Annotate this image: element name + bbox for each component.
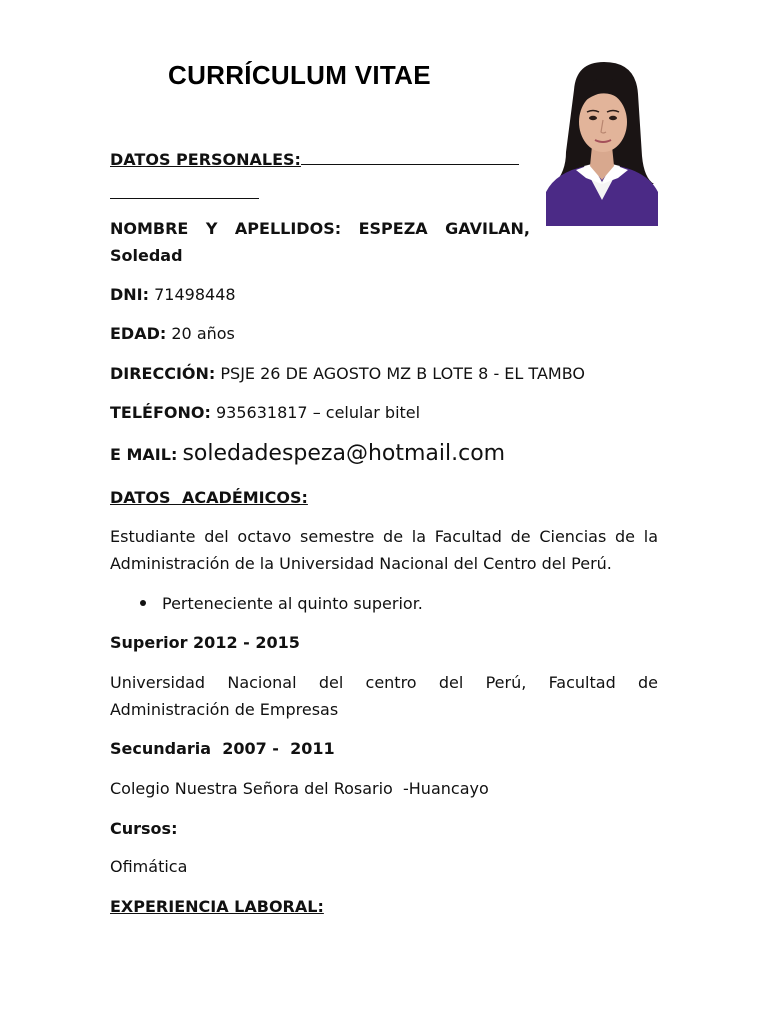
- phone-label: TELÉFONO:: [110, 403, 211, 422]
- age-label: EDAD:: [110, 324, 167, 343]
- courses-value: Ofimática: [110, 857, 188, 876]
- given-name: Soledad: [110, 246, 183, 265]
- superior-line-1: Universidad Nacional del centro del Perú, Facultad de: [110, 673, 658, 692]
- phone-row: [110, 399, 420, 426]
- surname-word: GAVILAN,: [445, 219, 530, 238]
- name-label-word: Y: [205, 219, 218, 238]
- name-label-word: APELLIDOS:: [234, 219, 342, 238]
- dni-label: DNI:: [110, 285, 150, 304]
- secondary-heading: Secundaria 2007 - 2011: [110, 739, 335, 758]
- address-value: PSJE 26 DE AGOSTO MZ B LOTE 8 - EL TAMBO: [220, 364, 585, 383]
- student-line-1: Estudiante del octavo semestre de la Facultad de Ciencias de la: [110, 527, 658, 546]
- email-row: [110, 440, 505, 468]
- age-value: 20 años: [171, 324, 235, 343]
- address-label: DIRECCIÓN:: [110, 364, 216, 383]
- dni-value: 71498448: [154, 285, 236, 304]
- age-row: [110, 320, 235, 347]
- secondary-value: Colegio Nuestra Señora del Rosario -Huancayo: [110, 779, 489, 798]
- email-label: E MAIL:: [110, 445, 178, 464]
- underline-blank-2: [110, 198, 259, 199]
- underline-blank: [301, 150, 519, 165]
- student-line-2: Administración de la Universidad Nacional del Centro del Perú.: [110, 554, 612, 573]
- name-row: [110, 215, 530, 242]
- address-row: [110, 360, 585, 387]
- courses-heading: Cursos:: [110, 819, 178, 838]
- superior-heading: Superior 2012 - 2015: [110, 633, 300, 652]
- academic-heading: DATOS ACADÉMICOS:: [110, 488, 308, 507]
- name-label-word: NOMBRE: [110, 219, 189, 238]
- surname-word: ESPEZA: [358, 219, 428, 238]
- experience-heading: EXPERIENCIA LABORAL:: [110, 897, 324, 916]
- email-value: soledadespeza@hotmail.com: [182, 441, 506, 466]
- dni-row: [110, 281, 236, 308]
- personal-heading-row: [110, 146, 519, 173]
- bullet-dot: [140, 600, 146, 606]
- profile-photo: [546, 60, 658, 226]
- cv-title: CURRÍCULUM VITAE: [168, 60, 431, 90]
- phone-value: 935631817 – celular bitel: [215, 403, 421, 422]
- personal-heading: DATOS PERSONALES:: [110, 150, 301, 169]
- superior-line-2: Administración de Empresas: [110, 700, 339, 719]
- bullet-item: Perteneciente al quinto superior.: [162, 594, 423, 613]
